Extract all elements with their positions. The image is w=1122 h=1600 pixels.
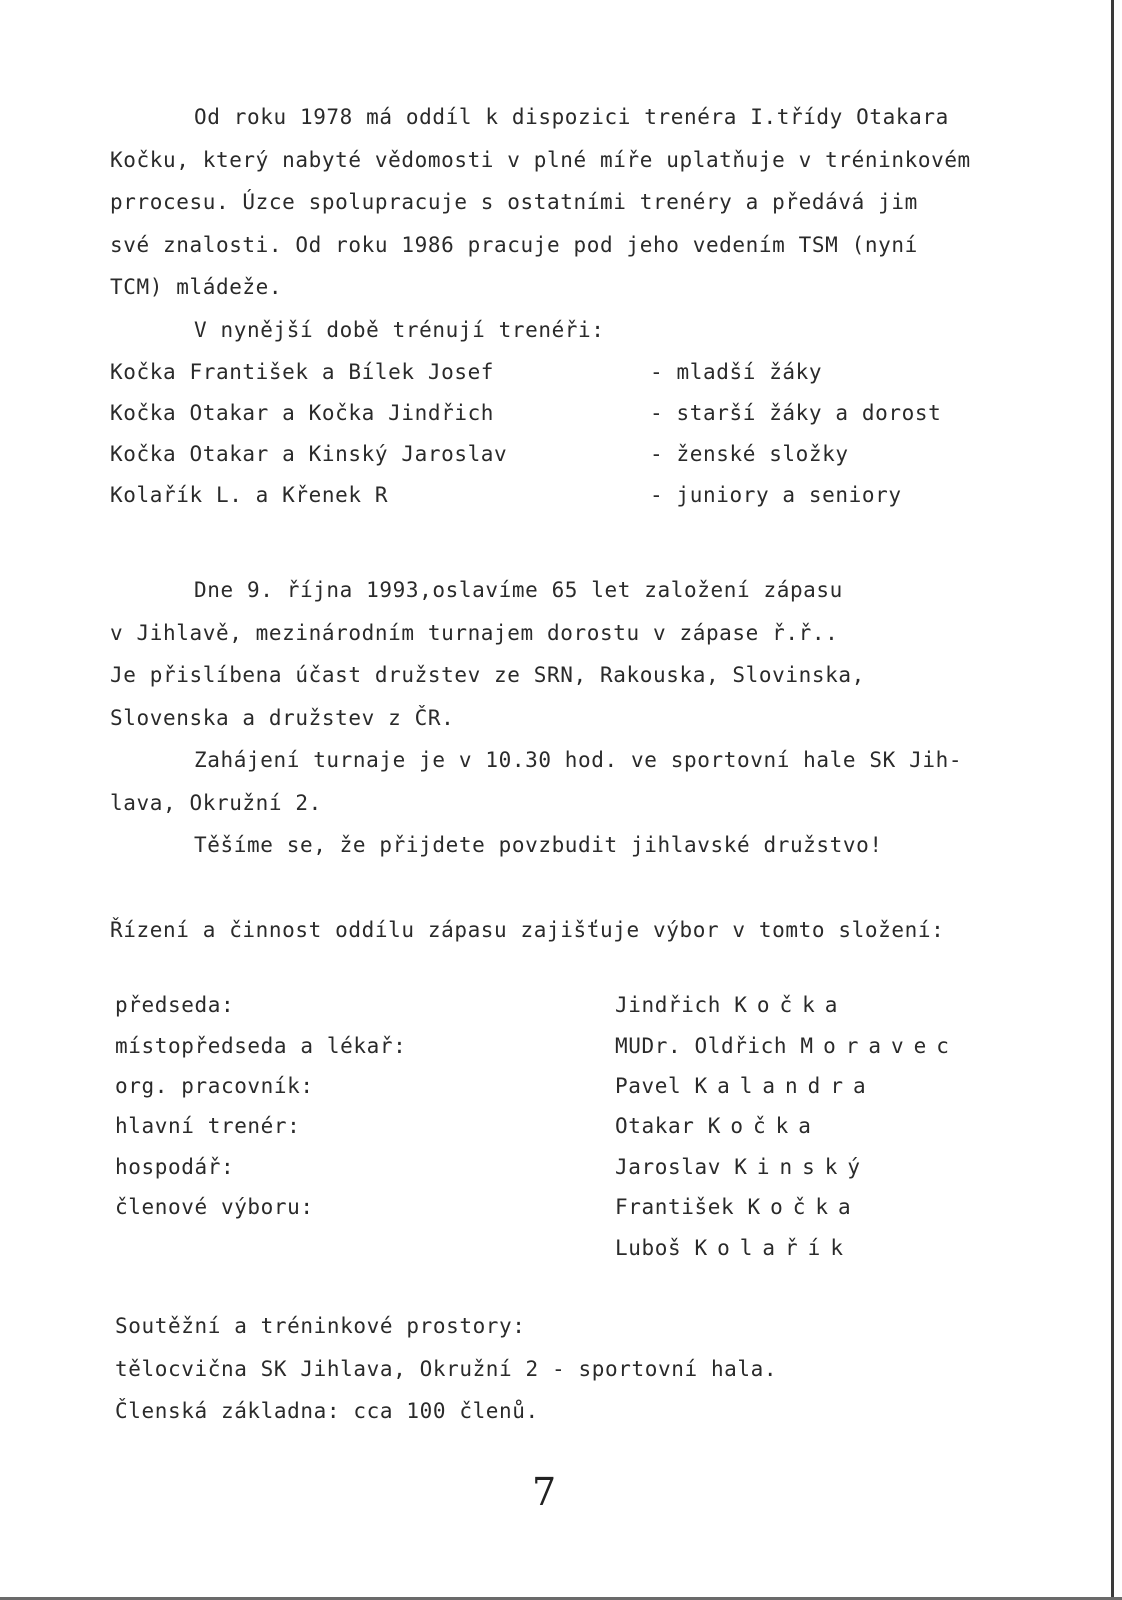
member-name: Jaroslav Kinský [615,1155,871,1179]
trainer-group: - starší žáky a dorost [650,401,942,425]
trainer-group: - mladší žáky [650,360,823,384]
facilities-paragraph [115,1305,1015,1433]
trainer-row [110,442,849,466]
trainer-row [110,401,942,425]
member-name: František Kočka [615,1195,861,1219]
tournament-line: Dne 9. října 1993,oslavíme 65 let založení zápasu [194,578,843,602]
committee-member [115,1195,861,1219]
trainer-names: Kočka František a Bílek Josef [110,360,495,384]
trainer-group: - juniory a seniory [650,483,902,507]
member-role: org. pracovník: [115,1074,314,1098]
member-name: MUDr. Oldřich Moravec [615,1034,959,1058]
committee-member [115,1074,876,1098]
intro-line: Kočku, který nabyté vědomosti v plné míře uplatňuje v tréninkovém [110,147,971,172]
committee-member [115,1114,821,1138]
tournament-paragraph [110,569,1010,867]
committee-heading: Řízení a činnost oddílu zápasu zajišťuje výbor v tomto složení: [110,918,945,942]
tournament-line: Slovenska a družstev z ČR. [110,705,455,730]
member-role: hospodář: [115,1155,235,1179]
intro-line: TCM) mládeže. [110,275,283,299]
tournament-line: Zahájení turnaje je v 10.30 hod. ve sportovní hale SK Jih- [194,748,963,772]
committee-member [115,1034,959,1058]
member-role: místopředseda a lékař: [115,1034,407,1058]
tournament-line: v Jihlavě, mezinárodním turnajem dorostu v zápase ř.ř.. [110,620,839,645]
page-edge-line [1111,0,1114,1600]
tournament-line: Těšíme se, že přijdete povzbudit jihlavské družstvo! [194,833,883,857]
trainer-names: Kočka Otakar a Kočka Jindřich [110,401,495,425]
trainer-group: - ženské složky [650,442,849,466]
tournament-line: lava, Okružní 2. [110,790,322,815]
facilities-line: Členská základna: cca 100 členů. [115,1399,539,1423]
intro-line: své znalosti. Od roku 1986 pracuje pod jeho vedením TSM (nyní [110,232,918,257]
member-name: Luboš Kolařík [615,1236,853,1260]
facilities-line: tělocvična SK Jihlava, Okružní 2 - sportovní hala. [115,1356,778,1381]
trainer-names: Kolařík L. a Křenek R [110,483,389,507]
facilities-line: Soutěžní a tréninkové prostory: [115,1314,526,1338]
member-role: členové výboru: [115,1195,314,1219]
committee-member [115,993,848,1017]
intro-paragraph [110,96,1010,351]
member-role: hlavní trenér: [115,1114,301,1138]
intro-line: prrocesu. Úzce spolupracuje s ostatními trenéry a předává jim [110,190,918,214]
trainer-row [110,360,823,384]
member-name: Pavel Kalandra [615,1074,876,1098]
page-number: 7 [532,1470,557,1514]
committee-member [115,1155,871,1179]
intro-line: Od roku 1978 má oddíl k dispozici trenéra I.třídy Otakara [194,105,949,129]
member-role: předseda: [115,993,235,1017]
member-name: Otakar Kočka [615,1114,821,1138]
trainer-row [110,483,902,507]
trainer-names: Kočka Otakar a Kinský Jaroslav [110,442,508,466]
intro-line: V nynější době trénují trenéři: [194,317,605,342]
member-name: Jindřich Kočka [615,993,848,1017]
tournament-line: Je přislíbena účast družstev ze SRN, Rakouska, Slovinska, [110,663,865,687]
